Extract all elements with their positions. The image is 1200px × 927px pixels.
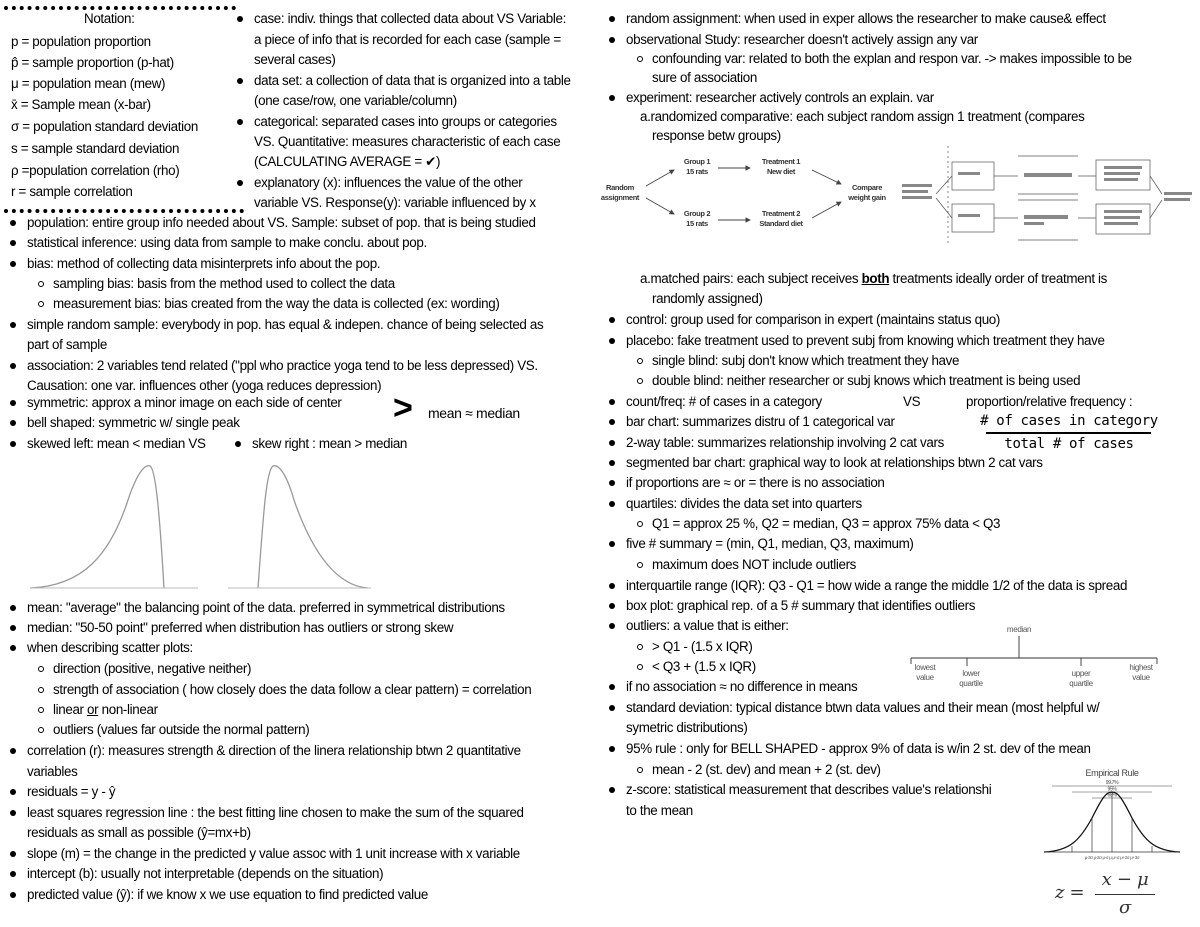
skew-curves-figure (28, 460, 373, 592)
five-number-summary: five # summary = (min, Q1, median, Q3, maximum) (626, 534, 914, 554)
diagram-treatment2: Treatment 2 (761, 209, 801, 218)
correlation-definition-cont: variables (27, 764, 78, 779)
srs-definition: simple random sample: everybody in pop. has equal & indepen. chance of being selected as (27, 315, 543, 335)
sampling-bias: sampling bias: basis from the method used to collect the data (53, 274, 395, 294)
explanatory-definition: explanatory (x): influences the value of the other (254, 173, 522, 193)
diagram-compare: Compare (851, 183, 883, 192)
boxplot-highest-label: highest (1129, 663, 1153, 672)
outlier-rule-high: < Q3 + (1.5 x IQR) (652, 657, 756, 677)
empirical-rule-title: Empirical Rule (1085, 768, 1139, 778)
correlation-definition: correlation (r): measures strength & direction of the linera relationship btwn 2 quantitative (27, 741, 521, 761)
arrow-to-group2 (646, 198, 674, 214)
inference-definition: statistical inference: using data from sample to make conclu. about pop. (27, 233, 427, 253)
outlier-rule-low: > Q1 - (1.5 x IQR) (652, 637, 752, 657)
mean-approx-median: mean ≈ median (428, 405, 520, 421)
bell-definition: bell shaped: symmetric w/ single peak (27, 413, 240, 433)
measurement-bias: measurement bias: bias created from the way the data is collected (ex: wording) (53, 294, 499, 314)
rule95-definition: 95% rule : only for BELL SHAPED - approx 9% of data is w/in 2 st. dev of the mean (626, 739, 1091, 759)
empirical-68-label: 68% (1107, 792, 1117, 799)
skew-right-curve (258, 466, 368, 588)
linear-text: linear (53, 702, 88, 717)
diagram-random-label: Random (606, 183, 634, 192)
empirical-rule-figure (1040, 766, 1180, 862)
symmetric-definition: symmetric: approx a minor image on each side of center (27, 393, 342, 413)
rule95-sub: mean - 2 (st. dev) and mean + 2 (st. dev) (652, 760, 881, 780)
boxplot-upper-label-2: quartile (1069, 679, 1093, 688)
segmented-bar-definition: segmented bar chart: graphical way to look at relationships btwn 2 cat vars (626, 453, 1043, 473)
case-definition-cont: several cases) (254, 52, 336, 67)
explanatory-definition-cont: variable VS. Response(y): variable influenced by x (254, 195, 536, 210)
iqr-definition: interquartile range (IQR): Q3 - Q1 = how wide a range the middle 1/2 of the data is spread (626, 576, 1127, 596)
experiment-diagram (598, 150, 923, 235)
bar-chart-definition: bar chart: summarizes distru of 1 categorical var (626, 412, 895, 432)
notation-item: s = sample standard deviation (11, 141, 180, 156)
dataset-definition: data set: a collection of data that is organized into a table (254, 71, 571, 91)
boxplot-lower-label-2: quartile (959, 679, 983, 688)
proportion-definition: proportion/relative frequency : (966, 394, 1133, 409)
notation-item: σ = population standard deviation (11, 119, 198, 134)
diagram-group2-n: 15 rats (686, 219, 708, 228)
experiment-design-diagram-faint (900, 142, 1195, 250)
skew-left-definition: skewed left: mean < median VS (27, 434, 206, 454)
population-definition: population: entire group info needed about VS. Sample: subset of pop. that is being studied (27, 213, 536, 233)
outliers-definition: outliers: a value that is either: (626, 616, 789, 636)
categorical-definition: categorical: separated cases into groups or categories (254, 112, 557, 132)
zscore-denominator: σ (1119, 897, 1131, 918)
diagram-group2: Group 2 (683, 209, 711, 218)
count-freq-definition: count/freq: # of cases in a category (626, 392, 822, 412)
scatter-strength: strength of association ( how closely does the data follow a clear pattern) = correlation (53, 680, 531, 700)
confounding-definition: confounding var: related to both the explan and respon var. -> makes impossible to be (652, 49, 1132, 69)
proportion-numerator: # of cases in category (980, 413, 1158, 429)
empirical-95-label: 95% (1107, 786, 1117, 793)
notation-title: Notation: (84, 11, 135, 26)
categorical-definition-cont: (CALCULATING AVERAGE = ✔) (254, 154, 441, 169)
zscore-fraction-bar (1095, 894, 1155, 895)
diagram-compare-sub: weight gain (848, 193, 886, 202)
matched-pairs-both: both (861, 271, 890, 286)
association-definition-cont: Causation: one var. influences other (yoga reduces depression) (27, 378, 382, 393)
notation-item: p̂ = sample proportion (p-hat) (11, 55, 174, 70)
vs-label: VS (903, 394, 921, 409)
confounding-definition-cont: sure of association (652, 70, 757, 85)
matched-pairs-text-end: treatments ideally order of treatment is (889, 271, 1108, 286)
notation-item: p = population proportion (11, 34, 151, 49)
brace-symbol: > (393, 389, 413, 427)
placebo-definition: placebo: fake treatment used to prevent subj from knowing which treatment they have (626, 331, 1105, 351)
boxplot-median-label: median (1006, 625, 1032, 634)
srs-definition-cont: part of sample (27, 337, 107, 352)
residuals-definition: residuals = y - ŷ (27, 782, 115, 802)
two-way-table-definition: 2-way table: summarizes relationship involving 2 cat vars (626, 433, 944, 453)
scatter-outliers: outliers (values far outside the normal pattern) (53, 720, 309, 740)
boxplot-lower-label: lower (962, 669, 980, 678)
lsrl-definition: least squares regression line : the best fitting line chosen to make the sum of the squared (27, 803, 524, 823)
arrow-treatment1-compare (812, 170, 841, 184)
zscore-definition-cont: to the mean (626, 803, 693, 818)
sd-definition-cont: symetric distributions) (626, 720, 748, 735)
diagram-treatment1: Treatment 1 (761, 157, 801, 166)
zscore-z: z = (1055, 882, 1085, 903)
linear-or-text: or (87, 702, 99, 717)
zscore-definition: z-score: statistical measurement that describes value's relationshi (626, 780, 991, 800)
zscore-numerator: x − μ (1101, 869, 1149, 890)
five-number-sub: maximum does NOT include outliers (652, 555, 856, 575)
no-association-note: if no association ≈ no difference in means (626, 677, 857, 697)
categorical-definition-cont: VS. Quantitative: measures characteristic of each case (254, 134, 561, 149)
randomized-comparative-cont: response betw groups) (652, 128, 781, 143)
sd-definition: standard deviation: typical distance btwn data values and their mean (most helpful w/ (626, 698, 1099, 718)
arrow-treatment2-compare (812, 202, 841, 218)
matched-pairs-text: a.matched pairs: each subject receives (640, 271, 862, 286)
dataset-definition-cont: (one case/row, one variable/column) (254, 93, 457, 108)
predicted-definition: predicted value (ŷ): if we know x we use equation to find predicted value (27, 885, 428, 905)
scatter-definition: when describing scatter plots: (27, 638, 193, 658)
randomized-comparative: a.randomized comparative: each subject random assign 1 treatment (compares (640, 109, 1085, 124)
quartiles-definition: quartiles: divides the data set into quarters (626, 494, 862, 514)
mean-definition: mean: "average" the balancing point of the data. preferred in symmetrical distributions (27, 598, 505, 618)
case-definition-cont: a piece of info that is recorded for each case (sample = (254, 32, 561, 47)
notation-item: ρ =population correlation (rho) (11, 163, 180, 178)
association-definition: association: 2 variables tend related ("ppl who practice yoga tend to be less depressed) VS. (27, 356, 538, 376)
boxplot-definition: box plot: graphical rep. of a 5 # summary that identifies outliers (626, 596, 975, 616)
nonlinear-text: non-linear (98, 702, 158, 717)
random-assignment-definition: random assignment: when used in exper allows the researcher to make cause& effect (626, 9, 1106, 29)
matched-pairs-cont: randomly assigned) (652, 291, 763, 306)
scatter-linear (53, 700, 158, 720)
diagram-group1-n: 15 rats (686, 167, 708, 176)
diagram-treatment2-sub: Standard diet (759, 219, 803, 228)
arrow-to-group1 (646, 170, 674, 186)
diagram-group1: Group 1 (683, 157, 711, 166)
double-blind: double blind: neither researcher or subj knows which treatment is being used (652, 371, 1080, 391)
boxplot-upper-label: upper (1071, 669, 1091, 678)
boxplot-lowest-label-2: value (916, 673, 934, 682)
skew-left-curve (30, 466, 164, 588)
proportion-denominator: total # of cases (1004, 436, 1134, 452)
notation-item: r = sample correlation (11, 184, 133, 199)
notation-item: μ = population mean (mew) (11, 76, 166, 91)
intercept-definition: intercept (b): usually not interpretable (depends on the situation) (27, 864, 383, 884)
boxplot-diagram (905, 622, 1185, 694)
single-blind: single blind: subj don't know which treatment they have (652, 351, 959, 371)
boxplot-lowest-label: lowest (914, 663, 936, 672)
lsrl-definition-cont: residuals as small as possible (ŷ=mx+b) (27, 825, 251, 840)
slope-definition: slope (m) = the change in the predicted y value assoc with 1 unit increase with x variable (27, 844, 520, 864)
observational-definition: observational Study: researcher doesn't actively assign any var (626, 30, 978, 50)
case-definition: case: indiv. things that collected data about VS Variable: (254, 9, 566, 29)
skew-right-definition: skew right : mean > median (252, 434, 407, 454)
boxplot-highest-label-2: value (1132, 673, 1150, 682)
experiment-definition: experiment: researcher actively controls an explain. var (626, 88, 934, 108)
diagram-assignment-label: assignment (600, 193, 640, 202)
control-definition: control: group used for comparison in expert (maintains status quo) (626, 310, 1000, 330)
empirical-99-label: 99.7% (1105, 780, 1119, 786)
quartiles-sub: Q1 = approx 25 %, Q2 = median, Q3 = approx 75% data < Q3 (652, 514, 1000, 534)
matched-pairs (640, 269, 1107, 289)
notation-item: x̄ = Sample mean (x-bar) (11, 97, 151, 112)
median-definition: median: "50-50 point" preferred when distribution has outliers or strong skew (27, 618, 453, 638)
diagram-treatment1-sub: New diet (766, 167, 796, 176)
scatter-direction: direction (positive, negative neither) (53, 659, 251, 679)
empirical-axis-labels: μ-3σ μ-2σ μ-σ μ μ+σ μ+2σ μ+3σ (1084, 855, 1140, 860)
bias-definition: bias: method of collecting data misinterprets info about the pop. (27, 254, 380, 274)
proportions-note: if proportions are ≈ or = there is no association (626, 473, 885, 493)
